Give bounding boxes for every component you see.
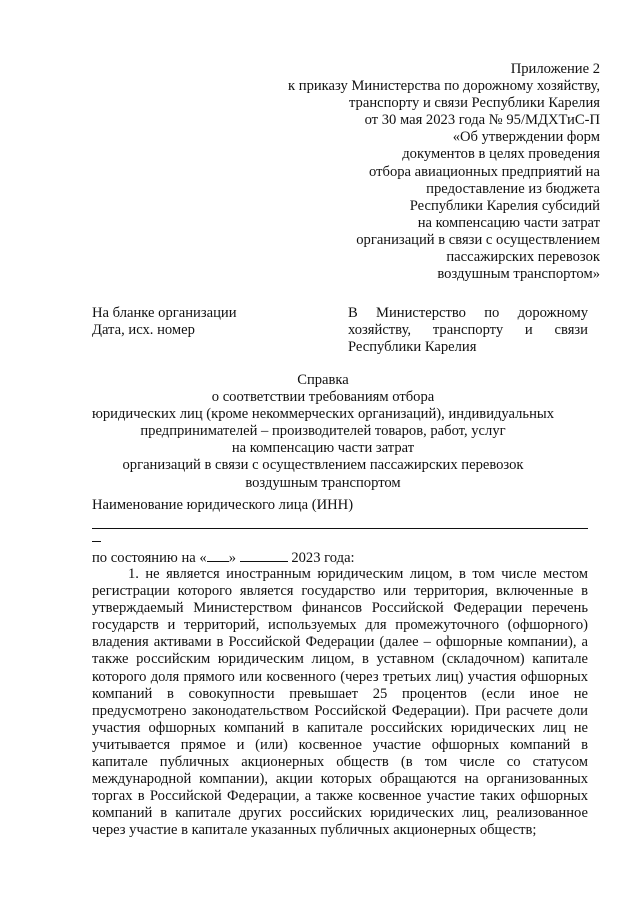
letterhead-note: На бланке организации [92, 305, 237, 321]
date-prefix: по состоянию на « [92, 550, 207, 566]
document-title [60, 372, 586, 492]
date-ref-note: Дата, исх. номер [92, 322, 195, 339]
title-line: предпринимателей – производителей товаров, работ, услуг [140, 423, 506, 440]
appendix-line: документов в целях проведения [402, 146, 600, 163]
appendix-line: транспорту и связи Республики Карелия [349, 95, 600, 112]
date-mid: » [228, 550, 236, 566]
title-line: о соответствии требованиям отбора [211, 389, 435, 406]
org-name-label: Наименование юридического лица (ИНН) [92, 497, 354, 513]
title-line: на компенсацию части затрат [231, 440, 415, 457]
title-line: воздушным транспортом [245, 474, 401, 491]
appendix-line: на компенсацию части затрат [417, 214, 600, 231]
appendix-line: «Об утверждении форм [452, 129, 600, 146]
date-suffix: 2023 года: [291, 550, 355, 566]
month-field[interactable] [240, 549, 288, 562]
org-name-field-continuation [92, 541, 101, 542]
document-body [92, 566, 588, 840]
appendix-line: воздушным транспортом» [437, 266, 600, 283]
appendix-line: предоставление из бюджета [426, 180, 600, 197]
appendix-line: Республики Карелия субсидий [409, 197, 600, 214]
appendix-line: от 30 мая 2023 года № 95/МДХТиС-П [364, 112, 600, 129]
org-name-field[interactable] [92, 528, 588, 529]
recipient-block: В Министерство по дорожному хозяйству, транспорту и связи Республики Карелия [348, 305, 588, 356]
day-field[interactable] [207, 549, 229, 562]
appendix-line: Приложение 2 [510, 61, 600, 77]
appendix-line: пассажирских перевозок [446, 249, 600, 266]
date-line [92, 549, 355, 567]
title-line: организаций в связи с осуществлением пассажирских перевозок [122, 457, 524, 474]
appendix-header [200, 61, 600, 283]
appendix-line: отбора авиационных предприятий на [369, 163, 600, 180]
title-line: юридических лиц (кроме некоммерческих организаций), индивидуальных [91, 406, 554, 423]
appendix-line: к приказу Министерства по дорожному хозяйству, [288, 78, 600, 95]
paragraph-1: 1. не является иностранным юридическим лицом, в том числе местом регистрации которого является государство или территория, включенные в утверждаемый Министерством финансов Российской Федерации перечень государств и территорий, используемых для промежуточного (офшорного) владения активами в Российской Федерации (далее – офшорные компании), а также российским юридическим лицом, в уставном (складочном) капитале которого доля прямого или косвенного (через третьих лиц) участия офшорных компаний в совокупности превышает 25 процентов (если иное не предусмотрено законодательством Российской Федерации). При расчете доли участия офшорных компаний в капитале российских юридических лиц не учитывается прямое и (или) косвенное участие офшорных компаний в капитале публичных акционерных обществ (в том числе со статусом международной компании), акции которых обращаются на организованных торгах в Российской Федерации, а также косвенное участие таких офшорных компаний в капитале других российских юридических лиц, реализованное через участие в капитале указанных публичных акционерных обществ; [92, 566, 588, 839]
appendix-line: организаций в связи с осуществлением [356, 231, 600, 248]
title-line: Справка [297, 372, 349, 388]
sender-block [92, 305, 312, 339]
